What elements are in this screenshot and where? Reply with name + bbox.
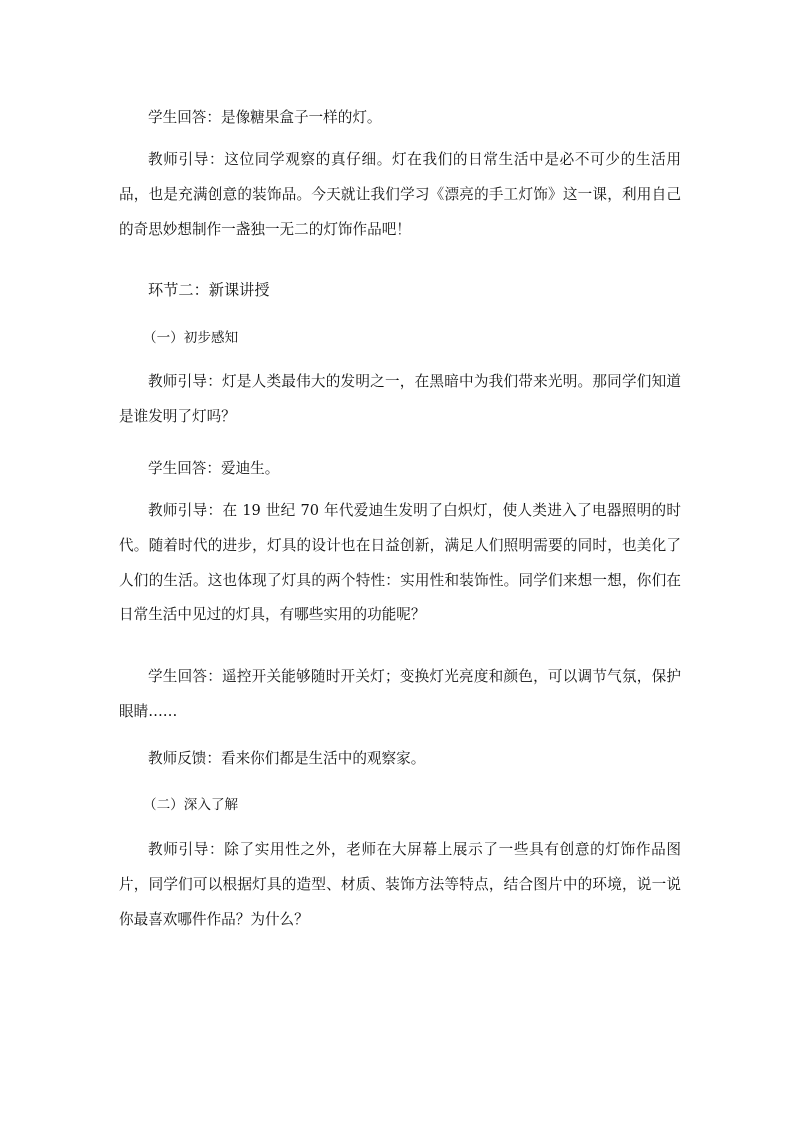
subheading-initial-perception: （一）初步感知 [143, 330, 239, 346]
paragraph-teacher-incandescent: 教师引导：在 19 世纪 70 年代爱迪生发明了白炽灯，使人类进入了电器照明的时代。随着时代的进步，灯具的设计也在日益创新，满足人们照明需要的同时，也美化了人们的生活。这也体现了灯具的两个特性：实用性和装饰性。同学们来想一想，你们在日常生活中见过的灯具，有哪些实用的功能呢？ [119, 502, 681, 624]
paragraph-student-answer-functions: 学生回答：遥控开关能够随时开关灯；变换灯光亮度和颜色，可以调节气氛，保护眼睛…… [119, 668, 681, 720]
paragraph-teacher-intro-lamp: 教师引导：这位同学观察的真仔细。灯在我们的日常生活中是必不可少的生活用品，也是充满创意的装饰品。今天就让我们学习《漂亮的手工灯饰》这一课，利用自己的奇思妙想制作一盏独一无二的灯饰作品吧！ [119, 151, 681, 238]
paragraph-student-answer-candy-box: 学生回答：是像糖果盒子一样的灯。 [148, 109, 382, 126]
paragraph-student-answer-edison: 学生回答：爱迪生。 [148, 460, 280, 477]
subheading-deep-understanding: （二）深入了解 [143, 797, 239, 813]
section-heading-new-lesson: 环节二：新课讲授 [148, 281, 270, 299]
paragraph-teacher-creative-works: 教师引导：除了实用性之外，老师在大屏幕上展示了一些具有创意的灯饰作品图片，同学们可以根据灯具的造型、材质、装饰方法等特点，结合图片中的环境，说一说你最喜欢哪件作品？为什么？ [119, 841, 681, 928]
paragraph-teacher-who-invented: 教师引导：灯是人类最伟大的发明之一，在黑暗中为我们带来光明。那同学们知道是谁发明了灯吗？ [119, 373, 681, 425]
paragraph-teacher-feedback: 教师反馈：看来你们都是生活中的观察家。 [148, 750, 426, 767]
